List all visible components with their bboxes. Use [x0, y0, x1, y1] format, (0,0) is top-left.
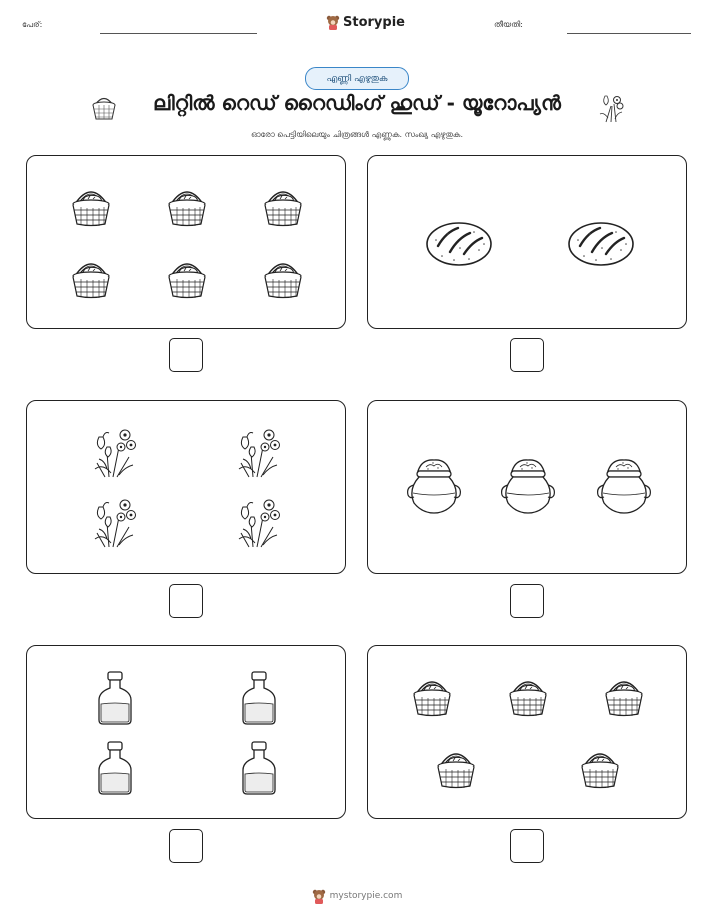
butter-pot-icon	[408, 460, 461, 513]
count-panel-4	[367, 400, 687, 574]
bread-basket-icon	[169, 192, 205, 226]
bread-basket-group	[368, 646, 688, 820]
flower-bouquet-group	[27, 401, 347, 575]
bread-basket-icon	[438, 754, 474, 788]
bottle-icon	[99, 742, 131, 794]
flower-bouquet-icon	[596, 92, 626, 124]
bread-basket-icon	[606, 682, 642, 716]
answer-box-3[interactable]	[169, 584, 203, 618]
name-line	[100, 33, 257, 34]
date-line	[567, 33, 691, 34]
bottle-group	[27, 646, 347, 820]
basket-icon	[90, 92, 118, 122]
brand-name: Storypie	[343, 14, 405, 30]
flower-bouquet-icon	[239, 500, 280, 547]
brand-logo	[326, 14, 405, 30]
activity-badge: എണ്ണി എഴുതുക	[305, 67, 409, 90]
bread-basket-icon	[265, 264, 301, 298]
footer-url[interactable]: mystorypie.com	[329, 891, 403, 901]
bread-basket-icon	[510, 682, 546, 716]
bread-basket-icon	[73, 264, 109, 298]
bread-basket-icon	[169, 264, 205, 298]
answer-box-1[interactable]	[169, 338, 203, 372]
bear-mascot-icon	[312, 888, 326, 904]
bread-loaf-icon	[569, 223, 633, 265]
count-panel-3	[26, 400, 346, 574]
count-panel-5	[26, 645, 346, 819]
bottle-icon	[243, 672, 275, 724]
answer-box-5[interactable]	[169, 829, 203, 863]
count-panel-6	[367, 645, 687, 819]
bread-basket-icon	[73, 192, 109, 226]
instruction-text: ഓരോ പെട്ടിയിലെയും ചിത്രങ്ങൾ എണ്ണുക. സംഖ്യ എഴുതുക.	[251, 130, 463, 139]
bread-basket-group	[27, 156, 347, 330]
bottle-icon	[99, 672, 131, 724]
count-panel-2	[367, 155, 687, 329]
count-panel-1	[26, 155, 346, 329]
answer-box-2[interactable]	[510, 338, 544, 372]
footer	[0, 888, 714, 904]
bread-basket-icon	[265, 192, 301, 226]
worksheet-title: ലിറ്റിൽ റെഡ് റൈഡിംഗ് ഹുഡ് - യൂറോപ്യൻ	[153, 91, 561, 115]
bread-basket-icon	[414, 682, 450, 716]
bread-basket-icon	[582, 754, 618, 788]
butter-pot-icon	[502, 460, 555, 513]
bottle-icon	[243, 742, 275, 794]
butter-pot-group	[368, 401, 688, 575]
butter-pot-icon	[598, 460, 651, 513]
name-label: പേര്:	[22, 20, 43, 29]
bread-loaf-icon	[427, 223, 491, 265]
worksheet-header	[0, 14, 714, 38]
flower-bouquet-icon	[239, 430, 280, 477]
bear-mascot-icon	[326, 14, 340, 30]
answer-box-6[interactable]	[510, 829, 544, 863]
flower-bouquet-icon	[95, 500, 136, 547]
date-label: തീയതി:	[494, 20, 523, 29]
answer-box-4[interactable]	[510, 584, 544, 618]
bread-loaf-group	[368, 156, 688, 330]
flower-bouquet-icon	[95, 430, 136, 477]
